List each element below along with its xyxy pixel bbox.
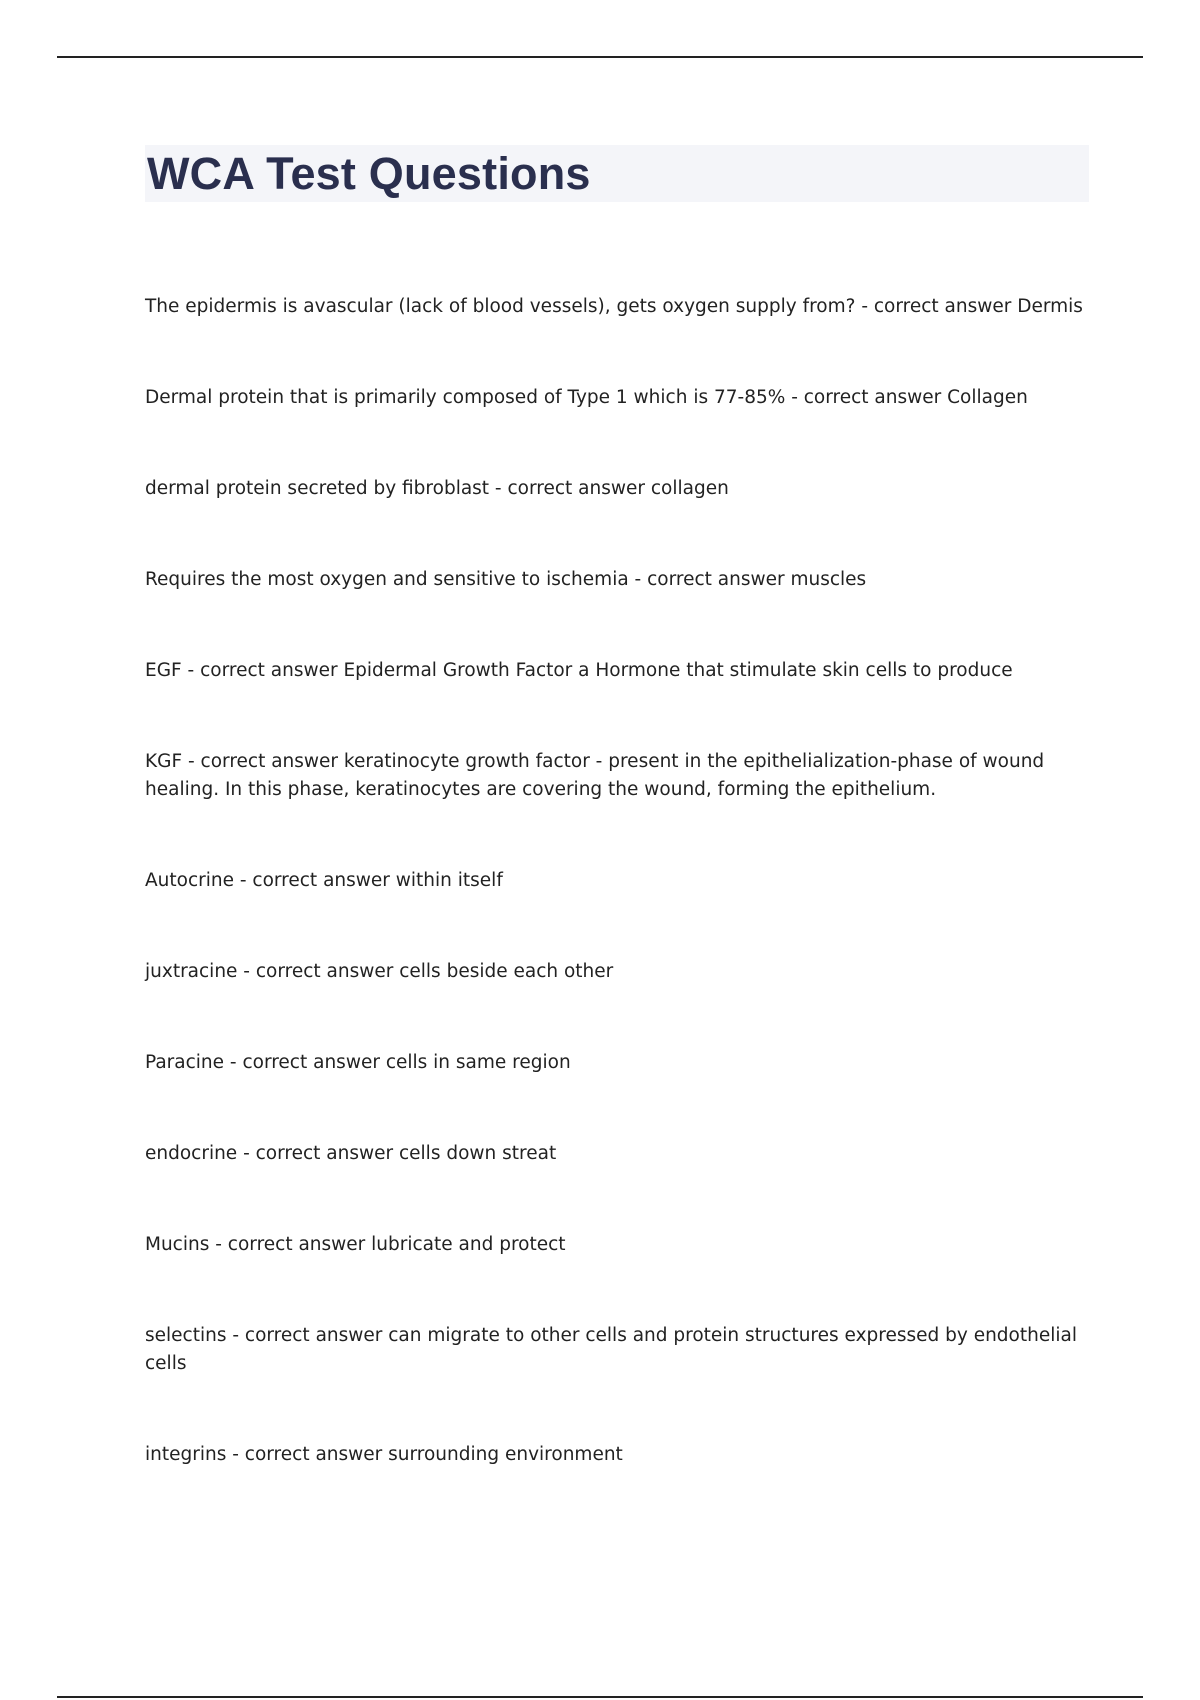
qa-item-2: Dermal protein that is primarily composed of Type 1 which is 77-85% - correct answer Collagen: [145, 387, 1028, 408]
qa-item-5: EGF - correct answer Epidermal Growth Factor a Hormone that stimulate skin cells to produce: [145, 660, 1013, 681]
top-divider: [57, 56, 1143, 58]
qa-item-10: endocrine - correct answer cells down streat: [145, 1143, 557, 1164]
bottom-divider: [57, 1696, 1143, 1698]
qa-item-3: dermal protein secreted by fibroblast - correct answer collagen: [145, 478, 729, 499]
qa-item-6: KGF - correct answer keratinocyte growth factor - present in the epithelialization-phase of wound healing. In this phase, keratinocytes are covering the wound, forming the epithelium.: [145, 751, 1045, 800]
qa-item-4: Requires the most oxygen and sensitive to ischemia - correct answer muscles: [145, 569, 867, 590]
qa-item-7: Autocrine - correct answer within itself: [145, 870, 503, 891]
qa-item-8: juxtracine - correct answer cells beside each other: [145, 961, 614, 982]
title-band: [145, 145, 1089, 202]
qa-item-12: selectins - correct answer can migrate to other cells and protein structures expressed by endothelial cells: [145, 1325, 1077, 1374]
qa-item-9: Paracine - correct answer cells in same region: [145, 1052, 571, 1073]
qa-list: [145, 293, 1100, 1532]
document-title: WCA Test Questions: [147, 148, 591, 199]
qa-item-13: integrins - correct answer surrounding environment: [145, 1444, 623, 1465]
qa-item-11: Mucins - correct answer lubricate and protect: [145, 1234, 566, 1255]
qa-item-1: The epidermis is avascular (lack of blood vessels), gets oxygen supply from? - correct answer Dermis: [145, 296, 1083, 317]
